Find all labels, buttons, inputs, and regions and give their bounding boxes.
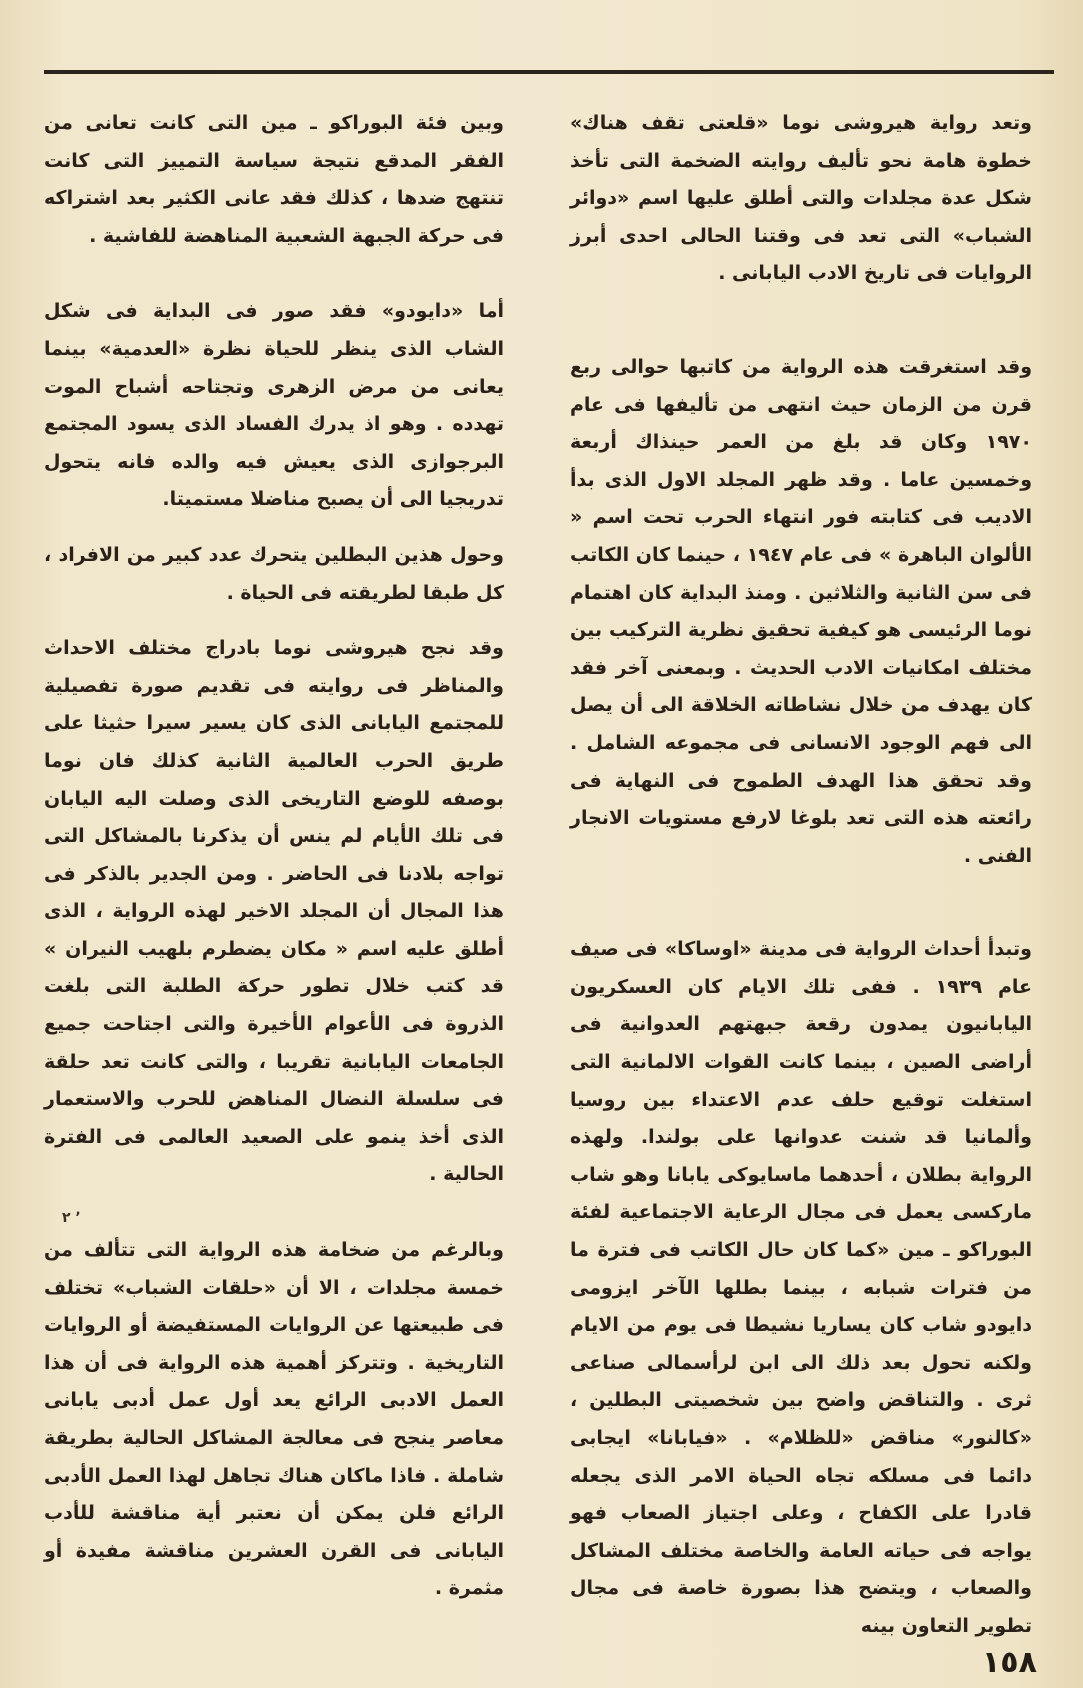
- paragraph: وتبدأ أحداث الرواية فى مدينة «اوساكا» فى صيف عام ١٩٣٩ . ففى تلك الايام كان العسكريون اليابانيون يمدون رقعة جبهتهم العدوانية فى أراضى الصين ، بينما كانت القوات الالمانية التى استغلت توقيع حلف عدم الاعتداء بين روسيا وألمانيا قد شنت عدوانها على بولندا. ولهذه الرواية بطلان ، أحدهما ماسايوكى يابانا وهو شاب ماركسى يعمل فى مجال الرعاية الاجتماعية لفئة البوراكو ـ مين «كما كان حال الكاتب فى فترة ما من فترات شبابه ، بينما بطلها الآخر ايزومى دايودو شاب كان يساريا نشيطا فى يوم من الايام ولكنه تحول بعد ذلك الى ابن لرأسمالى صناعى ثرى . والتناقض واضح بين شخصيتى البطلين ، «كالنور» مناقض «للظلام» . «فيابانا» ايجابى دائما فى مسلكه تجاه الحياة الامر الذى يجعله قادرا على الكفاح ، وعلى اجتياز الصعاب فهو يواجه فى حياته العامة والخاصة مختلف المشاكل والصعاب ، ويتضح هذا بصورة خاصة فى مجال تطوير التعاون بينه: [570, 938, 1033, 1637]
- paragraph: وبالرغم من ضخامة هذه الرواية التى تتألف من خمسة مجلدات ، الا أن «حلقات الشباب» تختلف فى طبيعتها عن الروايات المستفيضة أو الروايات التاريخية . وتتركز أهمية هذه الرواية فى أن هذا العمل الادبى الرائع يعد أول عمل أدبى يابانى معاصر ينجح فى معالجة المشاكل الحالية بطريقة شاملة . فاذا ماكان هناك تجاهل لهذا العمل الأدبى الرائع فلن يمكن أن نعتبر أية مناقشة للأدب اليابانى فى القرن العشرين مناقشة مفيدة أو مثمرة .: [44, 1239, 504, 1600]
- paragraph: وتعد رواية هيروشى نوما «قلعتى تقف هناك» خطوة هامة نحو تأليف روايته الضخمة التى تأخذ شكل عدة مجلدات والتى أطلق عليها اسم «دوائر الشباب» التى تعد فى وقتنا الحالى احدى أبرز الروايات فى تاريخ الادب اليابانى .: [570, 112, 1032, 285]
- paragraph: وبين فئة البوراكو ـ مين التى كانت تعانى من الفقر المدقع نتيجة سياسة التمييز التى كانت تنتهج ضدها ، كذلك فقد عانى الكثير بعد اشتراكه فى حركة الجبهة الشعبية المناهضة للفاشية .: [44, 112, 504, 247]
- margin-mark: ۲ ٬: [62, 1210, 81, 1226]
- paragraph: وحول هذين البطلين يتحرك عدد كبير من الافراد ، كل طبقا لطريقته فى الحياة .: [44, 543, 504, 604]
- right-column: [570, 105, 1032, 1646]
- paragraph: وقد نجح هيروشى نوما بادراج مختلف الاحداث والمناظر فى روايته فى تقديم صورة تفصيلية للمجتمع اليابانى الذى كان يسير سيرا حثيثا على طريق الحرب العالمية الثانية كذلك فان نوما بوصفه للوضع التاريخى الذى وصلت اليه اليابان فى تلك الأيام لم ينس أن يذكرنا بالمشاكل التى تواجه بلادنا فى الحاضر . ومن الجدير بالذكر فى هذا المجال أن المجلد الاخير لهذه الرواية ، الذى أطلق عليه اسم « مكان يضطرم بلهيب النيران » قد كتب خلال تطور حركة الطلبة التى بلغت الذروة فى الأعوام الأخيرة والتى اجتاحت جميع الجامعات اليابانية تقريبا ، والتى كانت تعد حلقة فى سلسلة النضال المناهض للحرب والاستعمار الذى أخذ ينمو على الصعيد العالمى فى الفترة الحالية .: [44, 637, 504, 1186]
- paragraph: وقد استغرقت هذه الرواية من كاتبها حوالى ربع قرن من الزمان حيث انتهى من تأليفها فى عام ١٩٧٠ وكان قد بلغ من العمر حينذاك أربعة وخمسين عاما . وقد ظهر المجلد الاول الذى بدأ الاديب فى كتابته فور انتهاء الحرب تحت اسم « الألوان الباهرة » فى عام ١٩٤٧ ، حينما كان الكاتب فى سن الثانية والثلاثين . ومنذ البداية كان اهتمام نوما الرئيسى هو كيفية تحقيق نظرية التركيب بين مختلف امكانيات الادب الحديث . وبمعنى آخر فقد كان يهدف من خلال نشاطاته الخلاقة الى أن يصل الى فهم الوجود الانسانى فى مجموعه الشامل . وقد تحقق هذا الهدف الطموح فى النهاية فى رائعته هذه التى تعد بلوغا لارفع مستويات الانجار الفنى .: [570, 355, 1032, 867]
- page-number: ١٥٨: [982, 1645, 1037, 1680]
- top-rule: [44, 70, 1054, 74]
- paragraph: أما «دايودو» فقد صور فى البداية فى شكل الشاب الذى ينظر للحياة نظرة «العدمية» بينما يعانى من مرض الزهرى وتجتاحه أشباح الموت تهدده . وهو اذ يدرك الفساد الذى يسود المجتمع البرجوازى الذى يعيش فيه والده فانه يتحول تدريجيا الى أن يصبح مناضلا مستميتا.: [44, 300, 504, 511]
- left-column: [44, 105, 504, 1608]
